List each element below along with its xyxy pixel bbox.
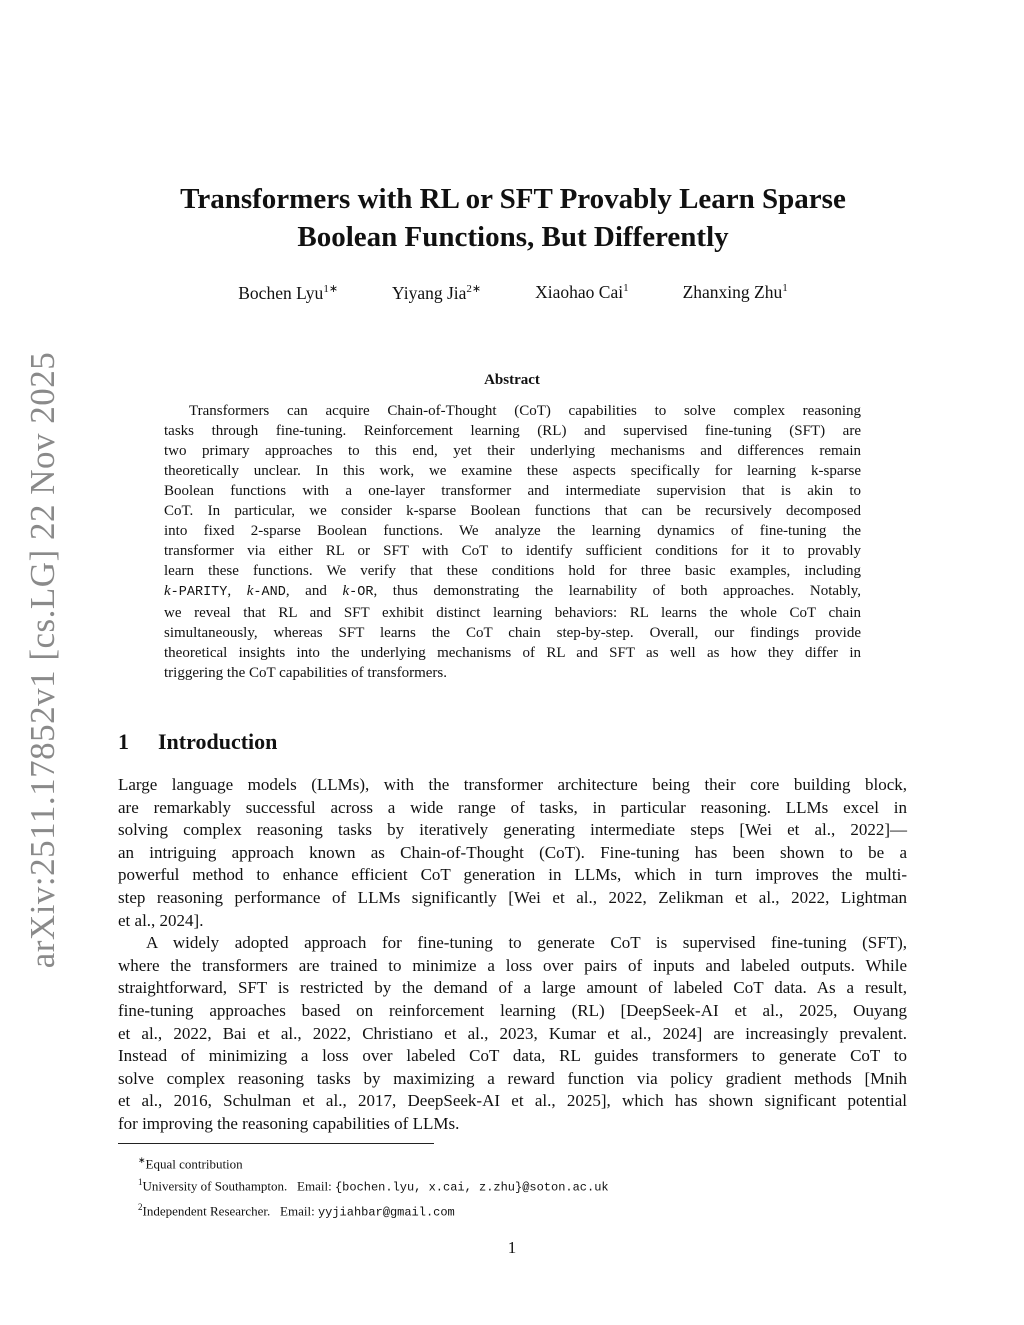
author: Zhanxing Zhu$^1$: [682, 282, 788, 302]
paper-title: [118, 180, 908, 256]
body-line: straightforward, SFT is restricted by the demand of a large amount of labeled CoT data. As a result,: [118, 978, 907, 998]
abstract-line: triggering the CoT capabilities of transformers.: [164, 665, 447, 681]
email-address: {bochen.lyu, x.cai, z.zhu}@soton.ac.uk: [334, 1180, 609, 1195]
abstract-line: CoT. In particular, we consider k-sparse Boolean functions that can be recursively decomposed: [164, 503, 861, 519]
body-line: powerful method to enhance efficient CoT generation in LLMs, which in turn improves the multi-: [118, 865, 907, 885]
abstract-heading: Abstract: [484, 372, 540, 388]
footnote-affiliation-2: $^2$Independent Researcher. Email: yyjiahbar@gmail.com: [138, 1201, 455, 1219]
body-line: solving complex reasoning tasks by iteratively generating intermediate steps [Wei et al., 2022]—: [118, 820, 907, 840]
body-line: step reasoning performance of LLMs significantly [Wei et al., 2022, Zelikman et al., 2022, Lightman: [118, 887, 907, 907]
footnote-affiliation-1: $^1$University of Southampton. Email: {bochen.lyu, x.cai, z.zhu}@soton.ac.uk: [138, 1177, 609, 1195]
abstract-line: transformer via either RL or SFT with CoT to identify sufficient conditions for it to provably: [164, 543, 861, 559]
arxiv-identifier-stamp: arXiv:2511.17852v1 [cs.LG] 22 Nov 2025: [23, 351, 62, 969]
footnotes: [138, 1151, 609, 1222]
footnote-divider: [118, 1143, 434, 1144]
author: Bochen Lyu$^{1∗}$: [238, 282, 339, 303]
abstract-line: theoretically unclear. In this work, we examine these aspects specifically for learning k-sparse: [164, 463, 861, 479]
body-line: A widely adopted approach for fine-tuning to generate CoT is supervised fine-tuning (SFT),: [146, 933, 907, 953]
abstract-line: tasks through fine-tuning. Reinforcement learning (RL) and supervised fine-tuning (SFT) are: [164, 423, 861, 439]
abstract-line: Transformers can acquire Chain-of-Thought (CoT) capabilities to solve complex reasoning: [189, 403, 861, 419]
section-heading-introduction: [118, 729, 277, 755]
body-line: are remarkably successful across a wide range of tasks, in particular reasoning. LLMs excel in: [118, 797, 907, 817]
title-line-1: Transformers with RL or SFT Provably Learn Sparse: [180, 183, 846, 215]
author: Xiaohao Cai$^1$: [535, 282, 629, 302]
body-line: where the transformers are trained to minimize a loss over pairs of inputs and labeled outputs. While: [118, 955, 907, 975]
abstract-line: into fixed 2-sparse Boolean functions. We analyze the learning dynamics of fine-tuning the: [164, 523, 861, 539]
footnote-equal-contribution: ∗Equal contribution: [138, 1155, 243, 1172]
body-line: Large language models (LLMs), with the transformer architecture being their core building block,: [118, 775, 907, 794]
abstract-body: [164, 401, 861, 683]
abstract-line: we reveal that RL and SFT exhibit distinct learning behaviors: RL learns the whole CoT chain: [164, 605, 861, 621]
body-line: Instead of minimizing a loss over labeled CoT data, RL guides transformers to generate CoT to: [118, 1046, 907, 1066]
abstract-line-examples: k-PARITY, k-AND, and k-OR, thus demonstrating the learnability of both approaches. Notably,: [164, 583, 861, 600]
body-line: et al., 2024].: [118, 910, 204, 930]
body-line: for improving the reasoning capabilities of LLMs.: [118, 1113, 460, 1133]
abstract-line: theoretical insights into the underlying mechanisms of RL and SFT as well as how they differ in: [164, 645, 861, 661]
introduction-body: [118, 774, 907, 1136]
abstract-line: simultaneously, whereas SFT learns the CoT chain step-by-step. Overall, our findings provide: [164, 625, 861, 641]
body-line: an intriguing approach known as Chain-of-Thought (CoT). Fine-tuning has been shown to be a: [118, 842, 907, 862]
section-number: 1: [118, 729, 129, 754]
abstract-line: two primary approaches to this end, yet their underlying mechanisms and differences remain: [164, 443, 861, 459]
author: Yiyang Jia$^{2∗}$: [392, 282, 482, 303]
body-line: fine-tuning approaches based on reinforcement learning (RL) [DeepSeek-AI et al., 2025, Ouyang: [118, 1000, 907, 1020]
abstract-line: Boolean functions with a one-layer transformer and intermediate supervision that is akin to: [164, 483, 861, 499]
author-list: [118, 282, 908, 304]
title-line-2: Boolean Functions, But Differently: [297, 221, 729, 253]
section-title: Introduction: [158, 729, 278, 754]
body-line: et al., 2016, Schulman et al., 2017, DeepSeek-AI et al., 2025], which has shown significant potential: [118, 1091, 907, 1111]
email-address: yyjiahbar@gmail.com: [317, 1204, 455, 1219]
body-line: solve complex reasoning tasks by maximizing a reward function via policy gradient methods [Mnih: [118, 1068, 907, 1088]
page-number: 1: [507, 1238, 517, 1257]
body-line: et al., 2022, Bai et al., 2022, Christiano et al., 2023, Kumar et al., 2024] are increasingly prevalent.: [118, 1023, 907, 1043]
abstract-line: learn these functions. We verify that these conditions hold for three basic examples, including: [164, 563, 861, 579]
